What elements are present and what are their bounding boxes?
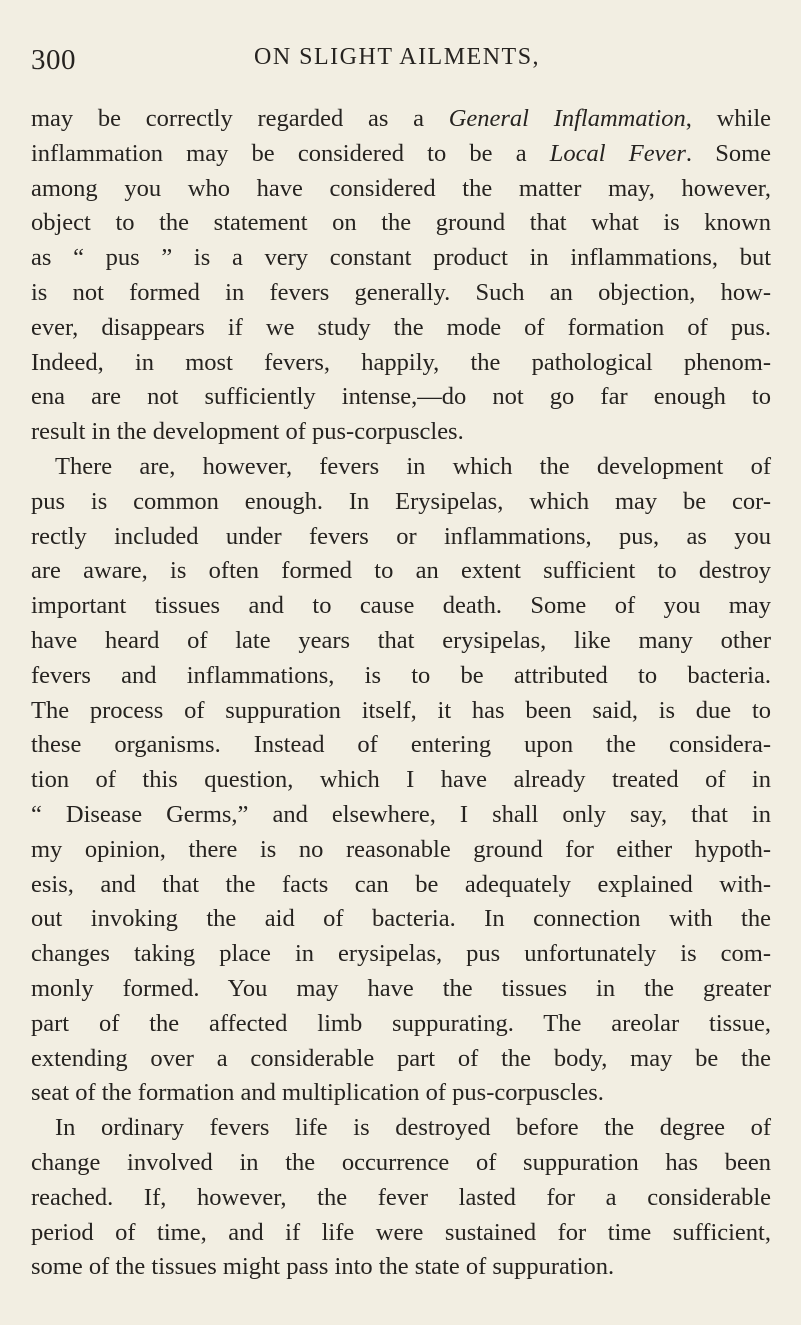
- text-line: extending over a considerable part of the body, may be the: [31, 1044, 771, 1072]
- paragraph-2: [31, 450, 771, 1111]
- text-line: these organisms. Instead of entering upon the considera-: [31, 731, 771, 759]
- text-line: have heard of late years that erysipelas, like many other: [31, 626, 771, 654]
- text-line: period of time, and if life were sustained for time sufficient,: [31, 1218, 771, 1246]
- paragraph-3: [31, 1111, 771, 1285]
- text-line: rectly included under fevers or inflammations, pus, as you: [31, 522, 771, 550]
- text-line: is not formed in fevers generally. Such an objection, how-: [31, 278, 771, 306]
- text-line: esis, and that the facts can be adequately explained with-: [31, 870, 771, 898]
- paragraph-1: [31, 102, 771, 450]
- text-line: ever, disappears if we study the mode of formation of pus.: [31, 313, 771, 341]
- text-line: tion of this question, which I have already treated of in: [31, 766, 771, 794]
- text-line: part of the affected limb suppurating. The areolar tissue,: [31, 1009, 771, 1037]
- text-line: change involved in the occurrence of suppuration has been: [31, 1148, 771, 1176]
- running-title: ON SLIGHT AILMENTS,: [254, 44, 541, 70]
- text-line: monly formed. You may have the tissues in the greater: [31, 974, 771, 1002]
- text-line: some of the tissues might pass into the state of suppuration.: [31, 1253, 615, 1281]
- text-line: among you who have considered the matter may, however,: [31, 174, 771, 202]
- text-line: as “ pus ” is a very constant product in inflammations, but: [31, 244, 771, 272]
- text-line: inflammation may be considered to be a Local Fever. Some: [31, 139, 772, 167]
- text-line: my opinion, there is no reasonable ground for either hypoth-: [31, 835, 771, 863]
- text-line: are aware, is often formed to an extent sufficient to destroy: [31, 557, 771, 585]
- text-line: Indeed, in most fevers, happily, the pathological phenom-: [31, 348, 771, 376]
- italic-general-inflammation: General Inflammation: [448, 105, 686, 132]
- text-line: changes taking place in erysipelas, pus unfortunately is com-: [31, 940, 771, 968]
- text-line: reached. If, however, the fever lasted for a considerable: [31, 1183, 771, 1211]
- text-line: In ordinary fevers life is destroyed before the degree of: [55, 1114, 771, 1142]
- text-line: fevers and inflammations, is to be attributed to bacteria.: [31, 661, 771, 689]
- text-line: There are, however, fevers in which the development of: [55, 452, 771, 480]
- page-number: 300: [31, 44, 76, 76]
- text-line: result in the development of pus-corpuscles.: [31, 418, 464, 446]
- text-line: The process of suppuration itself, it has been said, is due to: [31, 696, 771, 724]
- text-line: out invoking the aid of bacteria. In connection with the: [31, 905, 771, 933]
- text-line: important tissues and to cause death. Some of you may: [31, 592, 771, 620]
- text-line: pus is common enough. In Erysipelas, which may be cor-: [31, 487, 771, 515]
- italic-local-fever: Local Fever: [549, 139, 686, 167]
- text-line: “ Disease Germs,” and elsewhere, I shall only say, that in: [31, 800, 771, 828]
- body-text: [31, 102, 771, 1285]
- running-head: [31, 44, 771, 84]
- text-line: ena are not sufficiently intense,—do not go far enough to: [31, 383, 771, 411]
- text-line: object to the statement on the ground that what is known: [31, 209, 771, 237]
- text-line: seat of the formation and multiplication of pus-corpuscles.: [31, 1079, 604, 1107]
- text-line: may be correctly regarded as a General Inflammation, while: [31, 105, 771, 132]
